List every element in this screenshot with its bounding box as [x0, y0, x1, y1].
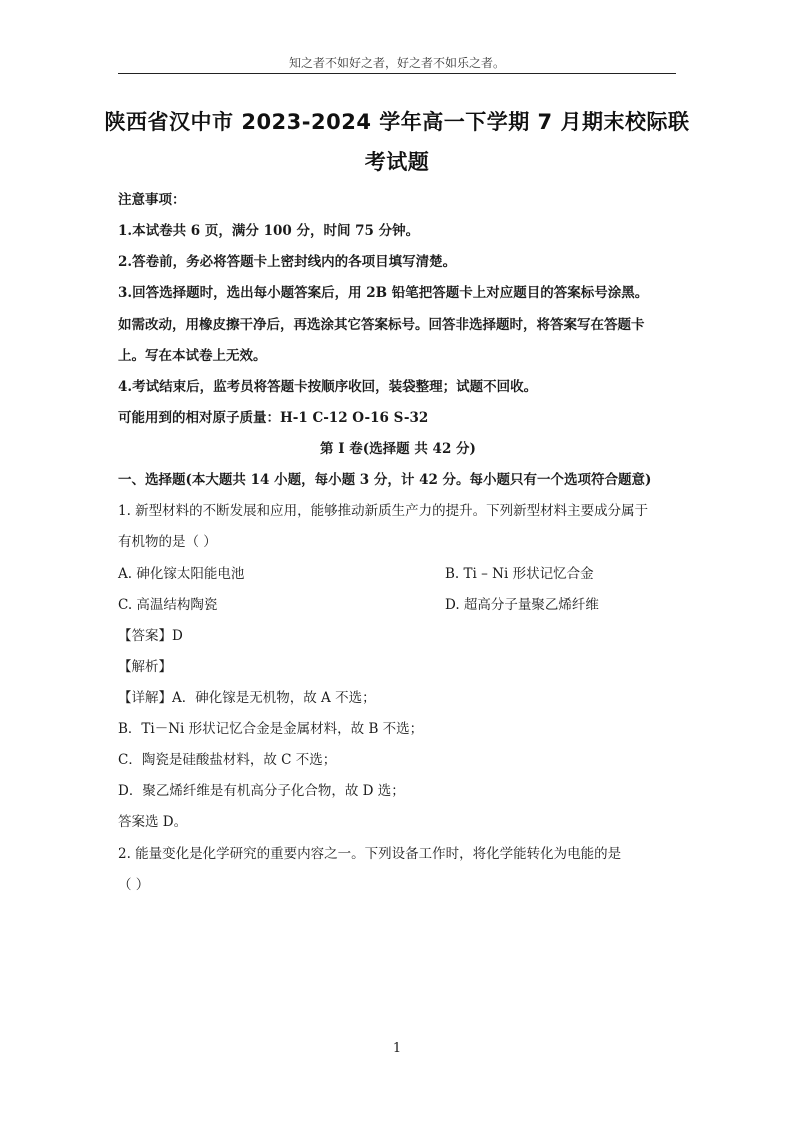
- page-number: 1: [392, 1041, 402, 1056]
- notice-item-3-cont: 如需改动，用橡皮擦干净后，再选涂其它答案标号。回答非选择题时，将答案写在答题卡: [118, 317, 645, 333]
- notice-item-2: 2.答卷前，务必将答题卡上密封线内的各项目填写清楚。: [118, 254, 457, 270]
- q2-stem-line2: （ ）: [118, 877, 150, 893]
- part-title: 一、选择题(本大题共 14 小题，每小题 3 分，计 42 分。每小题只有一个选项符合题意): [118, 472, 652, 488]
- q1-stem-line1: 1. 新型材料的不断发展和应用，能够推动新质生产力的提升。下列新型材料主要成分属于: [118, 503, 649, 519]
- q1-option-a: A. 砷化镓太阳能电池: [118, 566, 245, 582]
- header-divider: [118, 73, 676, 74]
- notice-heading: 注意事项：: [118, 192, 186, 208]
- q1-answer: 【答案】D: [118, 628, 183, 644]
- notice-item-3-end: 上。写在本试卷上无效。: [118, 348, 267, 364]
- volume-title: 第 I 卷(选择题 共 42 分): [320, 441, 476, 457]
- q1-detail-line: D．聚乙烯纤维是有机高分子化合物，故 D 选；: [118, 783, 405, 799]
- q1-option-d: D. 超高分子量聚乙烯纤维: [445, 597, 599, 613]
- q1-analysis-label: 【解析】: [118, 659, 172, 675]
- q1-stem-line2: 有机物的是（ ）: [118, 534, 217, 550]
- q1-detail-line: B．Ti－Ni 形状记忆合金是金属材料，故 B 不选；: [118, 721, 424, 737]
- q1-option-b: B. Ti – Ni 形状记忆合金: [445, 566, 594, 582]
- header-motto: 知之者不如好之者，好之者不如乐之者。: [288, 56, 505, 70]
- q1-option-c: C. 高温结构陶瓷: [118, 597, 218, 613]
- q1-detail-line: C．陶瓷是硅酸盐材料，故 C 不选；: [118, 752, 337, 768]
- q1-detail-line: 答案选 D。: [118, 814, 188, 830]
- notice-item-1: 1.本试卷共 6 页，满分 100 分，时间 75 分钟。: [118, 223, 420, 239]
- q2-stem-line1: 2. 能量变化是化学研究的重要内容之一。下列设备工作时，将化学能转化为电能的是: [118, 846, 622, 862]
- page-title-line1: 陕西省汉中市 2023-2024 学年高一下学期 7 月期末校际联: [104, 110, 690, 134]
- atomic-mass-line: 可能用到的相对原子质量：H-1 C-12 O-16 S-32: [118, 410, 429, 426]
- q1-detail-line: 【详解】A．砷化镓是无机物，故 A 不选；: [118, 690, 376, 706]
- notice-item-4: 4.考试结束后，监考员将答题卡按顺序收回，装袋整理；试题不回收。: [118, 379, 538, 395]
- page-title-line2: 考试题: [364, 150, 430, 174]
- notice-item-3: 3.回答选择题时，选出每小题答案后，用 2B 铅笔把答题卡上对应题目的答案标号涂黑。: [118, 285, 649, 301]
